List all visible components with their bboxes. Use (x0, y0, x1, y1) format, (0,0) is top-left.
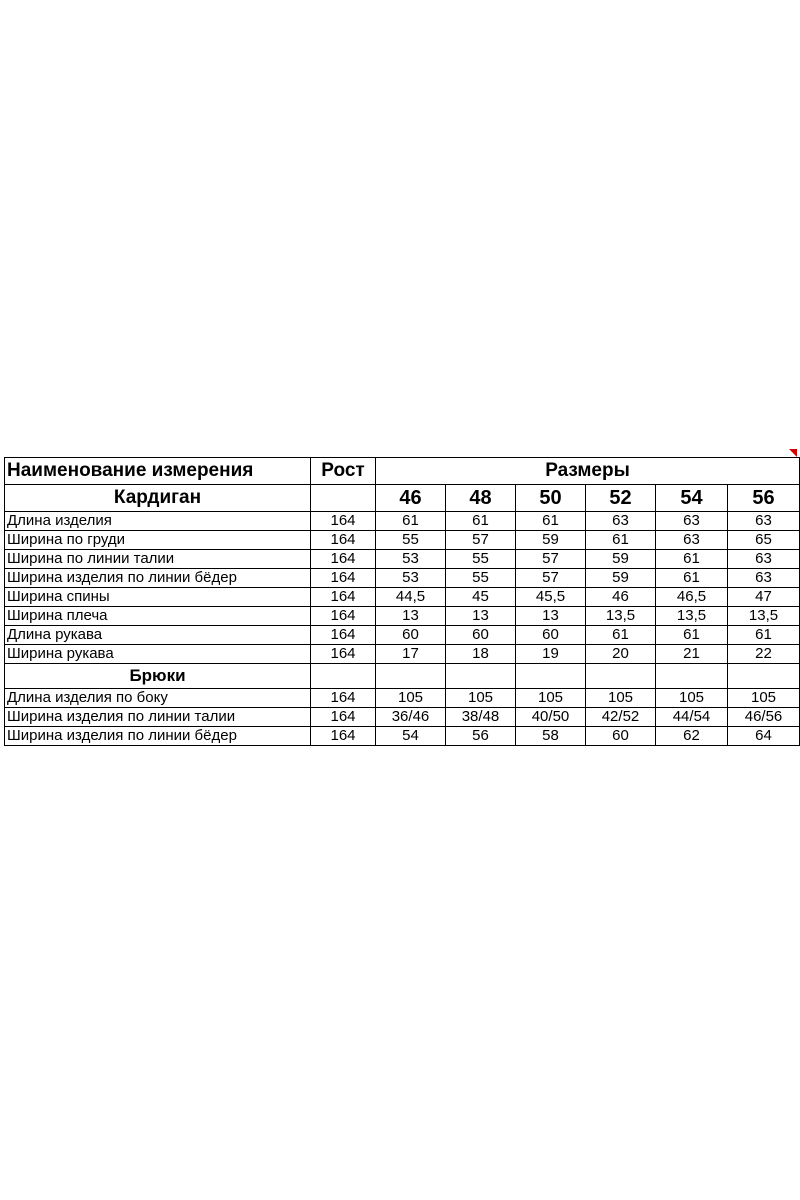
height-value: 164 (311, 708, 376, 727)
height-value: 164 (311, 569, 376, 588)
measurement-value: 59 (586, 550, 656, 569)
height-value: 164 (311, 531, 376, 550)
measurement-value: 40/50 (516, 708, 586, 727)
measurement-value: 58 (516, 727, 586, 746)
measurement-value: 19 (516, 645, 586, 664)
measurement-value: 13 (376, 607, 446, 626)
section-title-cardigan: Кардиган (5, 485, 311, 512)
measurement-value: 13,5 (728, 607, 800, 626)
measurement-value: 105 (586, 689, 656, 708)
measurement-value: 53 (376, 569, 446, 588)
measurement-value: 105 (446, 689, 516, 708)
blank-cell (446, 664, 516, 689)
measurement-value: 105 (516, 689, 586, 708)
table-row (5, 689, 800, 708)
measurement-name: Ширина плеча (5, 607, 311, 626)
measurement-value: 63 (656, 512, 728, 531)
measurement-value: 63 (656, 531, 728, 550)
measurement-value: 63 (586, 512, 656, 531)
measurement-name: Ширина изделия по линии бёдер (5, 727, 311, 746)
measurement-value: 59 (586, 569, 656, 588)
measurement-value: 61 (586, 531, 656, 550)
measurement-value: 45 (446, 588, 516, 607)
measurement-value: 38/48 (446, 708, 516, 727)
size-chart-table (4, 457, 800, 746)
table-row (5, 727, 800, 746)
measurement-value: 61 (516, 512, 586, 531)
measurement-value: 56 (446, 727, 516, 746)
measurement-value: 36/46 (376, 708, 446, 727)
size-header: 56 (728, 485, 800, 512)
measurement-value: 63 (728, 550, 800, 569)
measurement-value: 55 (446, 569, 516, 588)
size-header: 52 (586, 485, 656, 512)
measurement-value: 13 (516, 607, 586, 626)
table-row (5, 626, 800, 645)
measurement-value: 61 (446, 512, 516, 531)
measurement-value: 61 (656, 626, 728, 645)
measurement-value: 13,5 (656, 607, 728, 626)
measurement-value: 44,5 (376, 588, 446, 607)
measurement-value: 60 (376, 626, 446, 645)
blank-cell (656, 664, 728, 689)
measurement-value: 105 (656, 689, 728, 708)
measurement-value: 46 (586, 588, 656, 607)
blank-cell (516, 664, 586, 689)
size-header: 46 (376, 485, 446, 512)
header-height: Рост (311, 458, 376, 485)
table-row (5, 645, 800, 664)
measurement-value: 21 (656, 645, 728, 664)
measurement-name: Длина изделия по боку (5, 689, 311, 708)
measurement-value: 105 (728, 689, 800, 708)
table-row (5, 512, 800, 531)
height-value: 164 (311, 727, 376, 746)
blank-cell (586, 664, 656, 689)
measurement-value: 62 (656, 727, 728, 746)
measurement-value: 61 (376, 512, 446, 531)
height-value: 164 (311, 588, 376, 607)
table-row (5, 531, 800, 550)
height-value: 164 (311, 607, 376, 626)
table-row (5, 708, 800, 727)
height-value: 164 (311, 550, 376, 569)
measurement-value: 60 (446, 626, 516, 645)
measurement-value: 54 (376, 727, 446, 746)
height-value: 164 (311, 645, 376, 664)
measurement-value: 57 (516, 569, 586, 588)
measurement-name: Ширина по линии талии (5, 550, 311, 569)
table-row (5, 550, 800, 569)
height-value: 164 (311, 512, 376, 531)
size-header: 50 (516, 485, 586, 512)
measurement-value: 57 (446, 531, 516, 550)
section-trousers-row (5, 664, 800, 689)
blank-cell (311, 485, 376, 512)
size-header: 48 (446, 485, 516, 512)
section-cardigan-row (5, 485, 800, 512)
measurement-value: 46,5 (656, 588, 728, 607)
measurement-name: Ширина изделия по линии талии (5, 708, 311, 727)
table-row (5, 588, 800, 607)
measurement-value: 65 (728, 531, 800, 550)
blank-cell (311, 664, 376, 689)
measurement-value: 45,5 (516, 588, 586, 607)
measurement-value: 53 (376, 550, 446, 569)
measurement-value: 47 (728, 588, 800, 607)
height-value: 164 (311, 689, 376, 708)
measurement-value: 22 (728, 645, 800, 664)
measurement-name: Ширина по груди (5, 531, 311, 550)
cell-comment-marker (789, 449, 797, 457)
blank-cell (376, 664, 446, 689)
measurement-value: 13 (446, 607, 516, 626)
measurement-value: 105 (376, 689, 446, 708)
measurement-value: 55 (446, 550, 516, 569)
section-title-trousers: Брюки (5, 664, 311, 689)
measurement-value: 63 (728, 569, 800, 588)
measurement-value: 44/54 (656, 708, 728, 727)
measurement-value: 46/56 (728, 708, 800, 727)
measurement-name: Длина рукава (5, 626, 311, 645)
measurement-value: 61 (586, 626, 656, 645)
measurement-name: Ширина рукава (5, 645, 311, 664)
measurement-value: 57 (516, 550, 586, 569)
measurement-name: Ширина изделия по линии бёдер (5, 569, 311, 588)
measurement-value: 13,5 (586, 607, 656, 626)
measurement-value: 61 (656, 569, 728, 588)
measurement-value: 61 (728, 626, 800, 645)
header-measure: Наименование измерения (5, 458, 311, 485)
measurement-name: Длина изделия (5, 512, 311, 531)
measurement-value: 60 (586, 727, 656, 746)
table-row (5, 607, 800, 626)
measurement-value: 18 (446, 645, 516, 664)
table-row (5, 569, 800, 588)
blank-cell (728, 664, 800, 689)
measurement-value: 20 (586, 645, 656, 664)
measurement-value: 63 (728, 512, 800, 531)
measurement-value: 64 (728, 727, 800, 746)
header-row (5, 458, 800, 485)
header-sizes: Размеры (376, 458, 800, 485)
measurement-value: 61 (656, 550, 728, 569)
measurement-value: 17 (376, 645, 446, 664)
measurement-value: 60 (516, 626, 586, 645)
measurement-name: Ширина спины (5, 588, 311, 607)
measurement-value: 59 (516, 531, 586, 550)
measurement-value: 55 (376, 531, 446, 550)
measurement-value: 42/52 (586, 708, 656, 727)
height-value: 164 (311, 626, 376, 645)
size-header: 54 (656, 485, 728, 512)
